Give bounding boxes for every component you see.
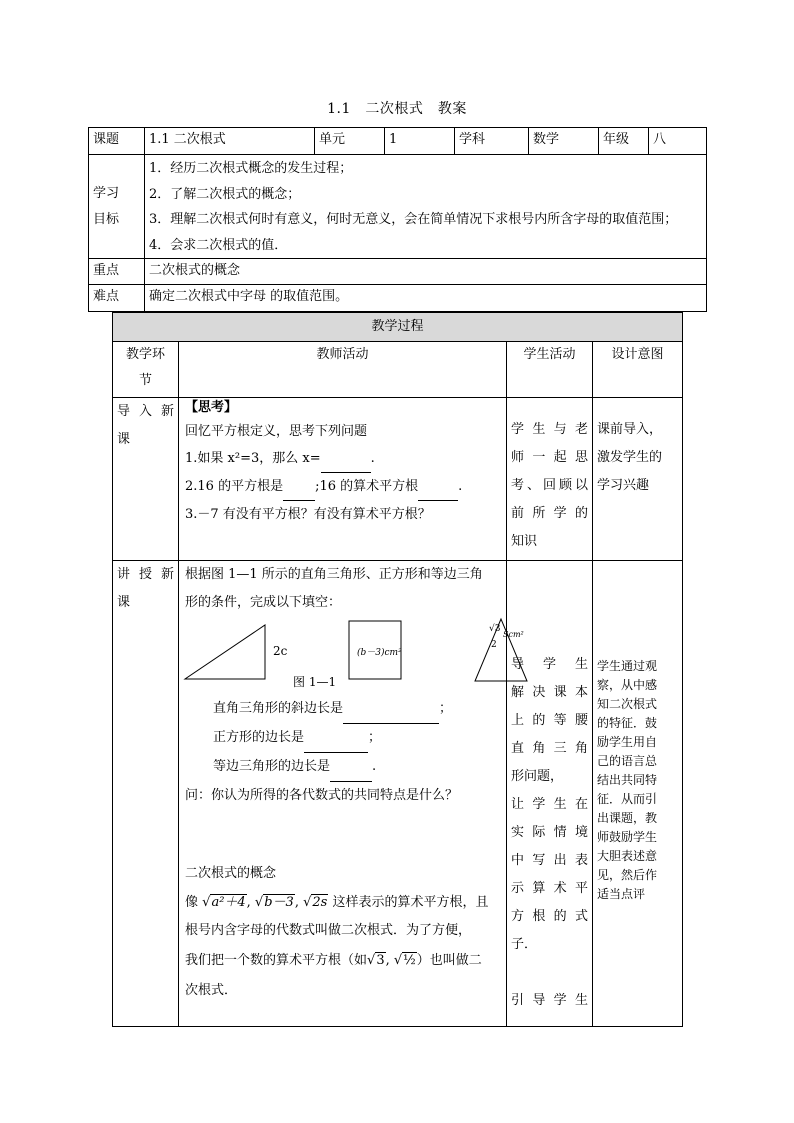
student-line: 直角三角 — [511, 741, 588, 756]
design-line: 己的语言总 — [597, 754, 658, 768]
teach-stage-line-2: 课 — [117, 595, 131, 610]
teach-teacher — [179, 561, 524, 1027]
student-line: 中写出表 — [511, 853, 588, 868]
design-line: 学生通过观 — [597, 659, 658, 673]
subject-label: 学科 — [455, 128, 529, 155]
concept-line-1: 像 √a²＋4, √b－3, √2s 这样表示的算术平方根，且 — [185, 895, 489, 910]
design-line: 征．从而引 — [597, 792, 658, 806]
lesson-info-table — [88, 127, 707, 312]
teach-stage-line-1: 讲授新 — [117, 567, 174, 582]
fill-line-1: 直角三角形的斜边长是 ； — [185, 695, 502, 724]
teach-line-2: 形的条件，完成以下填空： — [185, 595, 342, 610]
lesson-label: 课题 — [89, 128, 145, 155]
concept-line-4: 次根式． — [185, 983, 238, 998]
design-line: 见，然后作 — [597, 868, 658, 882]
student-line: 让学生在 — [511, 797, 588, 812]
col-design-header: 设计意图 — [593, 342, 683, 398]
concept-line-2: 根号内含字母的代数式叫做二次根式．为了方便， — [185, 923, 472, 938]
student-line: 知识 — [511, 534, 538, 549]
intro-question-2: 2.16 的平方根是 ;16 的算术平方根 . — [185, 473, 502, 501]
process-header: 教学过程 — [113, 313, 683, 342]
teach-design — [593, 561, 683, 1027]
student-line: 示算术平 — [511, 881, 588, 896]
expr-sqrt-3: 3 — [376, 953, 385, 968]
student-line: 上的等腰 — [511, 713, 588, 728]
lesson-value: 1.1 二次根式 — [145, 128, 315, 155]
student-line: 实际情境 — [511, 825, 588, 840]
fill-line-3: 等边三角形的边长是 . — [185, 753, 502, 782]
design-line: 大胆表述意 — [597, 849, 658, 863]
student-line: 形问题， — [511, 769, 564, 784]
difficulty-text: 确定二次根式中字母 的取值范围。 — [145, 285, 707, 312]
figure-shapes — [183, 617, 523, 697]
intro-line-1: 回忆平方根定义，思考下列问题 — [185, 424, 368, 439]
expr-sqrt-half: ½ — [403, 953, 416, 968]
design-line: 结出共同特 — [597, 773, 658, 787]
difficulty-label: 难点 — [89, 285, 145, 312]
label-2c: 2c — [273, 644, 288, 658]
teach-line-1: 根据图 1—1 所示的直角三角形、正方形和等边三角 — [185, 567, 483, 582]
focus-label: 重点 — [89, 259, 145, 285]
design-line: 课前导入， — [597, 422, 663, 437]
col-stage-line-1: 教学环 — [125, 347, 165, 362]
student-line: 方根的式 — [511, 909, 588, 924]
fill-line-2: 正方形的边长是 ； — [185, 724, 502, 753]
goals-label-line-1: 学习 — [93, 185, 120, 201]
document-title: 1.1 二次根式 教案 — [327, 101, 467, 117]
col-teacher-header: 教师活动 — [179, 342, 507, 398]
concept-title: 二次根式的概念 — [185, 866, 277, 881]
goal-item: 4．会求二次根式的值． — [149, 237, 288, 253]
goal-item: 1．经历二次根式概念的发生过程； — [149, 161, 353, 176]
design-line: 出课题，教 — [597, 811, 658, 825]
intro-question-3: 3.－7 有没有平方根？有没有算术平方根？ — [185, 507, 431, 522]
label-square: (b－3)cm² — [357, 648, 402, 658]
col-stage-line-2: 节 — [138, 373, 152, 388]
intro-teacher — [179, 398, 507, 561]
unit-label: 单元 — [315, 128, 385, 155]
expr-a2-plus-4: a²＋4 — [211, 895, 246, 910]
goals-label-line-2: 目标 — [93, 211, 120, 227]
student-line: 解决课本 — [511, 685, 588, 700]
design-line: 知二次根式 — [597, 697, 658, 711]
design-line: 师鼓励学生 — [597, 830, 658, 844]
intro-question-1: 1.如果 x²=3，那么 x= . — [185, 445, 502, 473]
goals-list — [145, 155, 707, 259]
student-line: 师一起思 — [511, 450, 588, 465]
label-tri-right: Scm² — [503, 630, 524, 639]
grade-label: 年级 — [599, 128, 649, 155]
teaching-process-table — [112, 312, 683, 1027]
student-line: 学生与老 — [511, 422, 588, 437]
intro-stage — [113, 398, 179, 561]
design-line: 激发学生的 — [597, 450, 663, 465]
goals-label — [89, 155, 145, 259]
figure-1-1 — [185, 617, 524, 695]
goal-item: 2．了解二次根式的概念； — [149, 186, 301, 202]
student-line: 引导学生 — [511, 993, 588, 1008]
intro-student — [507, 398, 593, 561]
design-line: 适当点评 — [597, 887, 646, 901]
student-line — [511, 959, 588, 987]
intro-stage-line-1: 导入新 — [117, 404, 174, 419]
label-tri-top: √3 — [489, 624, 501, 634]
design-line: 的特征．鼓 — [597, 716, 658, 730]
design-line: 学习兴趣 — [597, 478, 650, 493]
goal-item: 3．理解二次根式何时有意义，何时无意义，会在简单情况下求根号内所含字母的取值范围； — [149, 212, 678, 227]
design-line: 察，从中感 — [597, 678, 658, 692]
student-line: 前所学的 — [511, 506, 588, 521]
figure-caption: 图 1—1 — [293, 675, 337, 689]
intro-design — [593, 398, 683, 561]
design-line: 励学生用自 — [597, 735, 658, 749]
label-tri-bottom: 2 — [491, 640, 497, 650]
grade-value: 八 — [649, 128, 707, 155]
teach-stage — [113, 561, 179, 1027]
concept-line-3: 我们把一个数的算术平方根（如√3, √½）也叫做二 — [185, 953, 482, 968]
focus-text: 二次根式的概念 — [145, 259, 707, 285]
expr-2s: 2s — [312, 895, 328, 910]
right-triangle-shape — [185, 625, 265, 679]
common-feature-question: 问：你认为所得的各代数式的共同特点是什么？ — [185, 788, 459, 803]
student-line: 考、回顾以 — [511, 478, 588, 493]
col-student-header: 学生活动 — [507, 342, 593, 398]
expr-b-minus-3: b－3 — [264, 895, 294, 910]
think-bracket: 【思考】 — [185, 400, 238, 415]
student-line: 子． — [511, 937, 538, 952]
subject-value: 数学 — [529, 128, 599, 155]
student-line: 导学生 — [511, 657, 588, 672]
unit-value: 1 — [385, 128, 455, 155]
col-stage-header — [113, 342, 179, 398]
intro-stage-line-2: 课 — [117, 432, 131, 447]
